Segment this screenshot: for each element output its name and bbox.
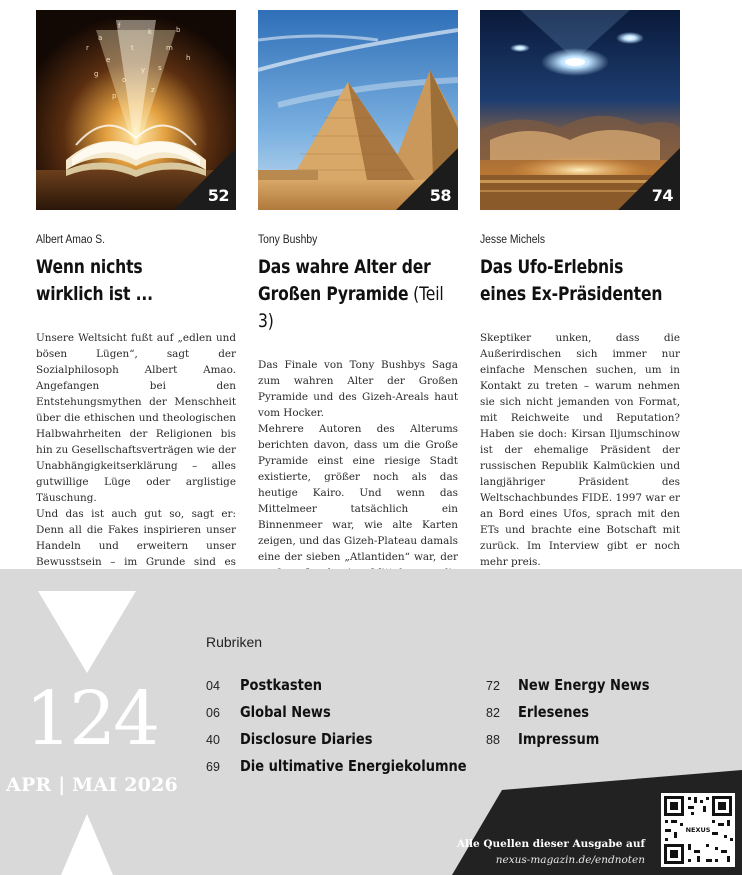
toc-title: Impressum xyxy=(518,730,600,748)
issue-number: 124 xyxy=(25,676,158,762)
title-line-1: Das wahre Alter der xyxy=(258,256,431,278)
page-badge xyxy=(174,148,236,210)
article-teaser xyxy=(36,330,236,586)
title-line-2: Großen Pyramide xyxy=(258,283,409,305)
article-author: Albert Amao S. xyxy=(36,234,106,246)
teaser-paragraph-1: Unsere Weltsicht fußt auf „edlen und bösen Lügen“, sagt der Sozialphilosoph Albert Amao. Angefangen bei den Entstehungsmythen der Menschheit über die ethischen und theologischen Halbwahrheiten der Religionen bis hin zu Gesellschaftsverträgen wie der Unabhängigkeitserklärung – alles gutwillige Lüge oder arglistige Täuschung. xyxy=(36,332,237,504)
article-card-1[interactable] xyxy=(36,10,236,586)
toc-page-number: 88 xyxy=(486,733,500,747)
article-image-ufo[interactable] xyxy=(480,10,680,210)
toc-page-number: 04 xyxy=(206,679,220,693)
toc-item[interactable] xyxy=(486,730,615,748)
svg-text:h: h xyxy=(186,54,191,62)
title-line-2: eines Ex-Präsidenten xyxy=(480,283,663,305)
toc-page-number: 82 xyxy=(486,706,500,720)
teaser-paragraph-2: Mehrere Autoren des Alterums berichten davon, dass um die Große Pyramide einst eine riesige Stadt existierte, größer noch als das heutige Kairo. Und wenn das Mittelmeer tatsächlich ein Binnenmeer war, wie alte Karten zeigen, und das Gizeh-Plateau damals eine der sieben „Atlantiden“ war, der xyxy=(258,423,458,563)
article-card-2[interactable] xyxy=(258,10,458,597)
toc-title: New Energy News xyxy=(518,676,650,694)
svg-text:e: e xyxy=(106,56,111,64)
toc-page-number: 40 xyxy=(206,733,220,747)
svg-text:s: s xyxy=(158,64,162,72)
svg-text:p: p xyxy=(112,92,117,100)
toc-item[interactable] xyxy=(486,676,675,694)
svg-text:r: r xyxy=(86,44,89,52)
title-line-1: Wenn nichts xyxy=(36,256,143,278)
teaser-paragraph-2: Und das ist auch gut so, sagt er: Denn all die Fakes inspirieren unser Handeln und erweitern unser Bewusstsein – im Grunde sind es xyxy=(36,508,236,568)
qr-code-icon[interactable] xyxy=(661,793,735,867)
article-title[interactable] xyxy=(258,254,459,335)
teaser-paragraph-1: Skeptiker unken, dass die Außerirdischen sich immer nur einfache Menschen suchen, um in Kontakt zu treten – warum nehmen sie sich nicht jemanden von Format, mit Reichweite und Reputation? Haben sie doch: Kirsan Iljumschinow ist der ehemalige Präsident der russischen Republik Kalmückien und langjähriger Präsident des Weltschachbundes FIDE. 1997 war er an Bord eines Ufos, sprach mit den ETs und brachte eine Botschaft mit zurück. Im Interview gibt er noch mehr preis. xyxy=(480,332,680,568)
article-title[interactable] xyxy=(36,254,237,308)
triangle-up-icon xyxy=(61,814,113,875)
svg-text:f: f xyxy=(118,22,121,30)
teaser-paragraph-1: Das Finale von Tony Bushbys Saga zum wahren Alter der Großen Pyramide und des Gizeh-Areals haut vom Hocker. xyxy=(258,359,458,419)
svg-text:y: y xyxy=(141,66,146,74)
article-teaser xyxy=(258,357,458,597)
svg-text:o: o xyxy=(122,76,127,84)
title-suffix: (Teil 3) xyxy=(258,283,444,332)
toc-title: Postkasten xyxy=(240,676,322,694)
toc-item[interactable] xyxy=(206,676,338,694)
toc-item[interactable] xyxy=(206,703,348,721)
article-card-3[interactable] xyxy=(480,10,680,570)
toc-page-number: 06 xyxy=(206,706,220,720)
svg-text:b: b xyxy=(176,26,181,34)
article-title[interactable] xyxy=(480,254,681,308)
svg-text:m: m xyxy=(166,44,173,52)
toc-page-number: 72 xyxy=(486,679,500,693)
page-badge xyxy=(618,148,680,210)
page-number: 74 xyxy=(651,186,673,205)
article-image-book[interactable] xyxy=(36,10,236,210)
article-teaser xyxy=(480,330,680,570)
toc-page-number: 69 xyxy=(206,760,220,774)
svg-text:k: k xyxy=(148,28,153,36)
toc-title: Global News xyxy=(240,703,331,721)
qr-logo: NEXUS xyxy=(685,826,711,834)
rubriken-heading: Rubriken xyxy=(206,634,263,650)
svg-text:a: a xyxy=(98,34,103,42)
title-line-2: wirklich ist ... xyxy=(36,283,153,305)
page-number: 52 xyxy=(207,186,229,205)
toc-item[interactable] xyxy=(486,703,603,721)
sources-text: Alle Quellen dieser Ausgabe auf xyxy=(456,838,645,850)
page-badge xyxy=(396,148,458,210)
page-number: 58 xyxy=(429,186,451,205)
toc-title: Die ultimative Energiekolumne xyxy=(240,757,467,775)
toc-item[interactable] xyxy=(206,730,398,748)
sources-link[interactable]: nexus-magazin.de/endnoten xyxy=(495,854,645,866)
toc-title: Erlesenes xyxy=(518,703,590,721)
toc-title: Disclosure Diaries xyxy=(240,730,373,748)
article-author: Tony Bushby xyxy=(258,234,318,246)
article-image-pyramids[interactable] xyxy=(258,10,458,210)
triangle-down-icon xyxy=(38,591,136,673)
article-author: Jesse Michels xyxy=(480,234,545,246)
title-line-1: Das Ufo-Erlebnis xyxy=(480,256,624,278)
svg-text:t: t xyxy=(131,44,134,52)
issue-date: APR | MAI 2026 xyxy=(6,774,178,796)
svg-text:g: g xyxy=(94,70,99,78)
svg-text:z: z xyxy=(151,86,155,94)
